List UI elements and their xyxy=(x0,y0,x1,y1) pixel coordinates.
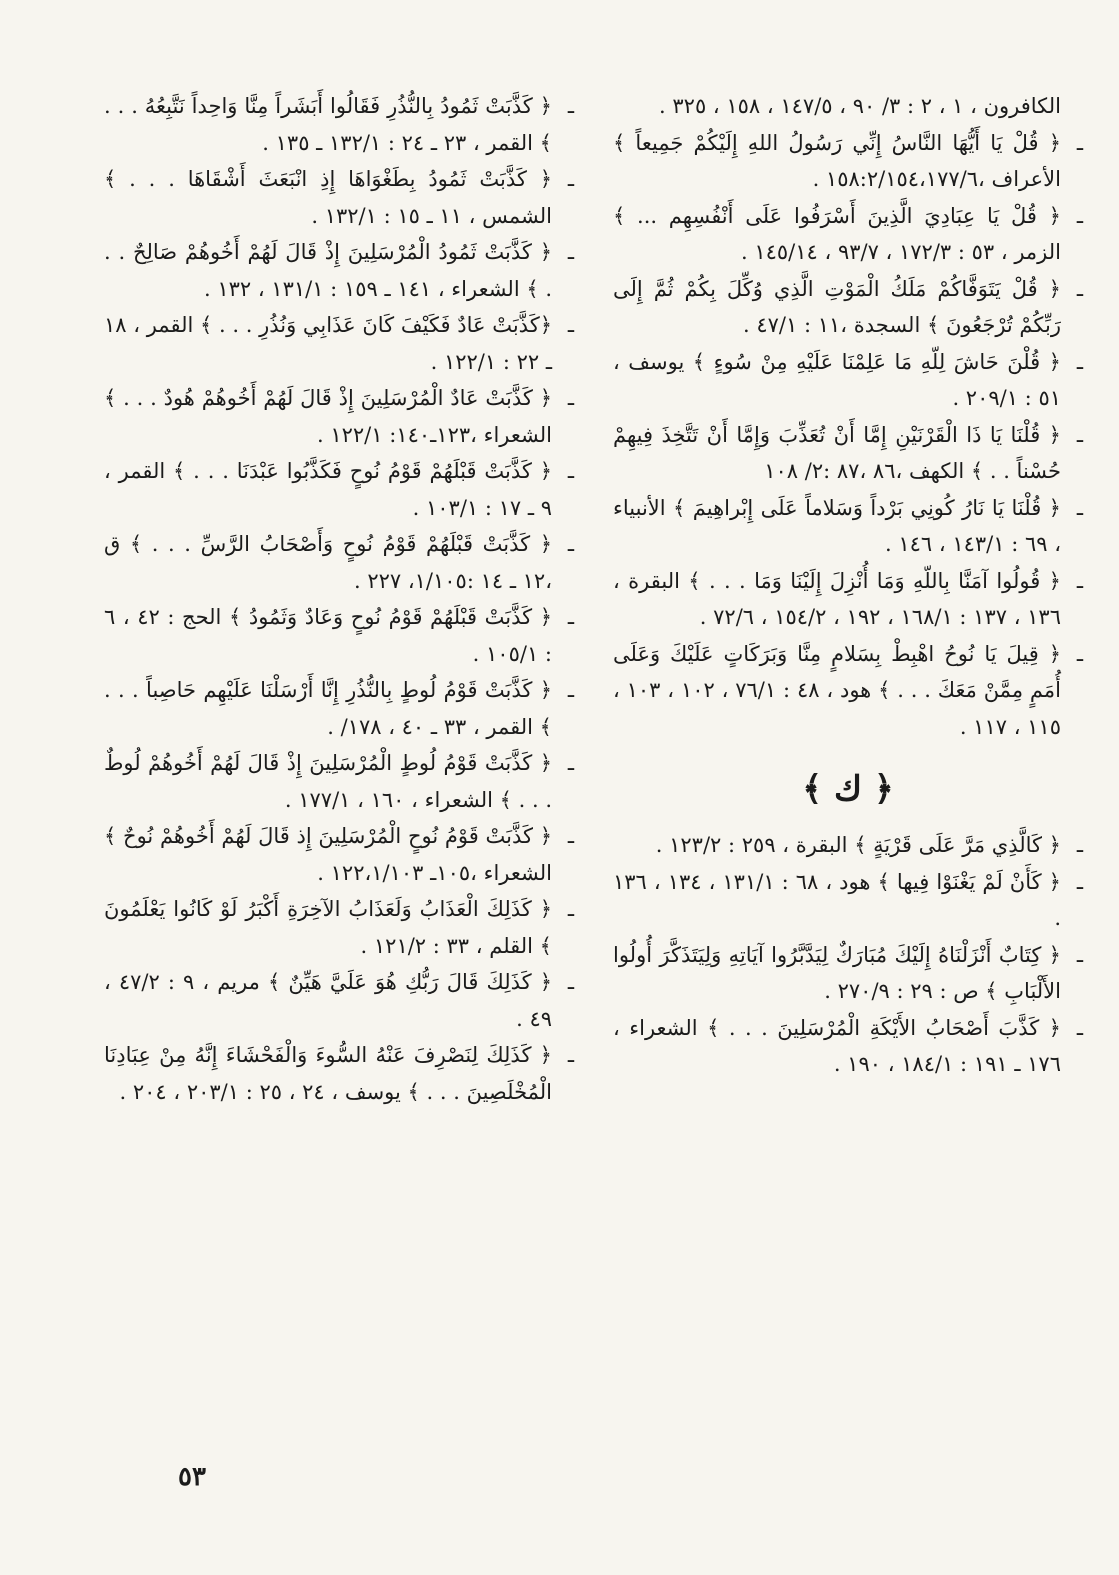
entry-dash: ـ xyxy=(567,970,574,994)
entry-dash: ـ xyxy=(1076,942,1083,967)
entry-dash: ـ xyxy=(1076,422,1083,447)
entry-dash: ـ xyxy=(567,605,574,629)
entry-text: ﴿ قُلْ يَا أَيُّهَا النَّاسُ إِنِّي رَسُولُ اللهِ إِلَيْكُمْ جَمِيعاً ﴾الأعراف ،١٥٨:٢/١٥٤،١٧٧/٦ . xyxy=(613,130,1061,191)
index-entry xyxy=(104,599,574,672)
index-entry xyxy=(104,88,574,161)
index-entry xyxy=(104,307,574,380)
index-entry xyxy=(104,161,574,234)
index-entry-continuation xyxy=(613,88,1083,125)
index-entry xyxy=(104,818,574,891)
entry-text: ﴿ كَذَّبَتْ عَادٌ الْمُرْسَلِينَ إِذْ قَالَ لَهُمْ أَخُوهُمْ هُودٌ . . . ﴾ الشعراء ،١٢٣ـ١٤٠: ١٢٢/١ . xyxy=(104,386,552,447)
entry-dash: ـ xyxy=(1076,641,1083,666)
entry-dash: ـ xyxy=(1076,568,1083,593)
index-entry xyxy=(104,745,574,818)
index-entry xyxy=(613,1010,1083,1083)
entry-text: ﴿ كَذَلِكَ لِنَصْرِفَ عَنْهُ السُّوءَ وَالْفَحْشَاءَ إِنَّهُ مِنْ عِبَادِنَا الْمُخْلَصِينَ . . . ﴾ يوسف ، ٢٤ ، ٢٥ : ٢٠٣/١ ، ٢٠٤ . xyxy=(104,1043,552,1104)
index-entry xyxy=(613,864,1083,937)
index-entry xyxy=(613,827,1083,864)
entry-dash: ـ xyxy=(1076,276,1083,301)
entry-dash: ـ xyxy=(567,94,574,118)
entry-dash: ـ xyxy=(567,751,574,775)
entry-dash: ـ xyxy=(567,386,574,410)
index-entry xyxy=(104,672,574,745)
entry-text: ﴿ كَالَّذِي مَرَّ عَلَى قَرْيَةٍ ﴾ البقرة ، ٢٥٩ : ١٢٣/٢ . xyxy=(655,833,1061,857)
index-entry xyxy=(104,234,574,307)
entry-text: ﴿ كِتَابٌ أَنْزَلْنَاهُ إِلَيْكَ مُبَارَكٌ لِيَدَّبَّرُوا آيَاتِهِ وَلِيَتَذَكَّرَ أُولُوا الأَلْبَابِ ﴾ ص : ٢٩ : ٢٧٠/٩ . xyxy=(613,942,1061,1003)
index-entry xyxy=(613,198,1083,271)
entry-text: ﴿ كَذَّبَتْ قَبْلَهُمْ قَوْمُ نُوحٍ وَعَادٌ وَثَمُودُ ﴾ الحج : ٤٢ ، ٦ : ١٠٥/١ . xyxy=(104,605,552,666)
index-entry xyxy=(613,125,1083,198)
entry-text: ﴿ كَأَنْ لَمْ يَغْنَوْا فِيها ﴾ هود ، ٦٨ : ١٣١/١ ، ١٣٤ ، ١٣٦ . xyxy=(613,869,1061,930)
entry-text: ﴿ كَذَّبَتْ ثَمُودُ بِطَغْوَاهَا إِذِ انْبَعَثَ أَشْقَاهَا . . . ﴾ الشمس ، ١١ ـ ١٥ : ١٣٢/١ . xyxy=(104,167,552,228)
index-entry xyxy=(104,380,574,453)
index-entry xyxy=(104,964,574,1037)
index-entry xyxy=(104,1037,574,1110)
entry-dash: ـ xyxy=(567,167,574,191)
entry-text: ﴿ كَذَّبَ أَصْحَابُ الأَيْكَةِ الْمُرْسَلِينَ . . . ﴾ الشعراء ، ١٧٦ ـ ١٩١ : ١٨٤/١ ، ١٩٠ . xyxy=(613,1015,1061,1076)
entry-text: ﴿ كَذَّبَتْ ثَمُودُ الْمُرْسَلِينَ إِذْ قَالَ لَهُمْ أَخُوهُمْ صَالِحٌ . . . ﴾ الشعراء ، ١٤١ ـ ١٥٩ : ١٣١/١ ، ١٣٢ . xyxy=(104,240,552,301)
entry-text: الكافرون ، ١ ، ٢ : ٣/ ٩٠ ، ١٤٧/٥ ، ١٥٨ ، ٣٢٥ . xyxy=(659,94,1061,118)
entry-dash: ـ xyxy=(567,824,574,848)
entry-text: ﴿ قُولُوا آمَنَّا بِاللّهِ وَمَا أُنْزِلَ إِلَيْنَا وَمَا . . . ﴾ البقرة ، ١٣٦ ، ١٣٧ : ١٦٨/١ ، ١٩٢ ، ١٥٤/٢ ، ٧٢/٦ . xyxy=(613,568,1061,629)
entry-text: ﴿ كَذَّبَتْ قَبْلَهُمْ قَوْمُ نُوحٍ فَكَذَّبُوا عَبْدَنَا . . . ﴾ القمر ، ٩ ـ ١٧ : ١٠٣/١ . xyxy=(104,459,552,520)
index-entry xyxy=(104,453,574,526)
index-entry xyxy=(613,937,1083,1010)
entry-dash: ـ xyxy=(567,240,574,264)
index-entry xyxy=(613,636,1083,746)
index-entry xyxy=(104,891,574,964)
entry-dash: ـ xyxy=(1076,1015,1083,1040)
index-entry xyxy=(613,417,1083,490)
entry-text: ﴿ قِيلَ يَا نُوحُ اهْبِطْ بِسَلامٍ مِنَّا وَبَرَكَاتٍ عَلَيْكَ وَعَلَى أُمَمٍ مِمَّنْ مَعَكَ . . . ﴾ هود ، ٤٨ : ٧٦/١ ، ١٠٢ ، ١٠٣ ، ١١٥ ، ١١٧ . xyxy=(613,641,1061,739)
entry-dash: ـ xyxy=(567,459,574,483)
entry-dash: ـ xyxy=(1076,130,1083,155)
entry-dash: ـ xyxy=(567,678,574,702)
entry-text: ﴿ قُلْ يَتَوَفَّاكُمْ مَلَكُ الْمَوْتِ الَّذِي وُكِّلَ بِكُمْ ثُمَّ إِلَى رَبِّكُمْ تُرْجَعُونَ ﴾ السجدة ،١١ : ٤٧/١ . xyxy=(613,276,1061,337)
entry-dash: ـ xyxy=(1076,833,1083,857)
entry-dash: ـ xyxy=(567,897,574,921)
right-column xyxy=(613,88,1083,1083)
entry-dash: ـ xyxy=(1076,869,1083,894)
entry-dash: ـ xyxy=(1076,203,1083,228)
index-entry xyxy=(613,344,1083,417)
entry-text: ﴿كَذَّبَتْ عَادٌ فَكَيْفَ كَانَ عَذَابِي وَنُذُرِ . . . ﴾ القمر ، ١٨ ـ ٢٢ : ١٢٢/١ . xyxy=(104,313,552,374)
entry-text: ﴿ كَذَّبَتْ قَوْمُ نُوحٍ الْمُرْسَلِينَ إِذ قَالَ لَهُمْ أَخُوهُمْ نُوحٌ ﴾الشعراء ،١٠٥ـ ١٢٢،١/١٠٣ . xyxy=(104,824,552,885)
entry-text: ﴿ قُلْنَا يَا ذَا الْقَرْنَيْنِ إِمَّا أَنْ تُعَذِّبَ وَإِمَّا أَنْ تَتَّخِذَ فِيهِمْ حُسْناً . . ﴾ الكهف ،٨٦ ،٨٧ :٢/ ١٠٨ xyxy=(613,422,1061,483)
index-entry xyxy=(613,563,1083,636)
index-entry xyxy=(613,271,1083,344)
entry-dash: ـ xyxy=(567,532,574,556)
page-number: ٥٣ xyxy=(178,1462,206,1492)
entry-text: ﴿ كَذَلِكَ الْعَذَابُ وَلَعَذَابُ الآخِرَةِ أَكْبَرُ لَوْ كَانُوا يَعْلَمُونَ ﴾ القلم ، ٣٣ : ١٢١/٢ . xyxy=(104,897,552,958)
entry-dash: ـ xyxy=(1076,349,1083,374)
index-entry xyxy=(613,490,1083,563)
entry-text: ﴿ قُلْنَ حَاشَ لِلّهِ مَا عَلِمْنَا عَلَيْهِ مِنْ سُوءٍ ﴾ يوسف ، ٥١ : ٢٠٩/١ . xyxy=(613,349,1061,410)
entry-text: ﴿ كَذَّبَتْ قَبْلَهُمْ قَوْمُ نُوحٍ وَأَصْحَابُ الرَّسِّ . . . ﴾ ق ،١٢ ـ ١٤ :١/١٠٥، ٢٢٧ . xyxy=(104,532,552,593)
entry-text: ﴿ قُلْنَا يَا نَارُ كُونِي بَرْداً وَسَلاماً عَلَى إِبْراهِيمَ ﴾ الأنبياء ، ٦٩ : ١٤٣/١ ، ١٤٦ . xyxy=(613,495,1061,556)
entry-text: ﴿ كَذَّبَتْ قَوْمُ لُوطٍ الْمُرْسَلِينَ إِذْ قَالَ لَهُمْ أَخُوهُمْ لُوطٌ . . . ﴾ الشعراء ، ١٦٠ ، ١٧٧/١ . xyxy=(104,751,552,812)
letter-section-heading: ﴿ ك ﴾ xyxy=(802,769,894,809)
index-entry xyxy=(104,526,574,599)
left-column xyxy=(104,88,574,1110)
entry-text: ﴿ كَذَّبَتْ قَوْمُ لُوطٍ بِالنُّذُرِ إِنَّا أَرْسَلْنَا عَلَيْهِم حَاصِباً . . . ﴾ القمر ، ٣٣ ـ ٤٠ ، ١٧٨/ . xyxy=(104,678,552,739)
entry-dash: ـ xyxy=(1076,495,1083,520)
entry-text: ﴿ كَذَّبَتْ ثَمُودُ بِالنُّذُرِ فَقَالُوا أَبَشَراً مِنَّا وَاحِداً نَتَّبِعُهُ . . . ﴾ القمر ، ٢٣ ـ ٢٤ : ١٣٢/١ ـ ١٣٥ . xyxy=(104,94,552,155)
entry-dash: ـ xyxy=(567,1043,574,1067)
entry-dash: ـ xyxy=(567,313,574,337)
entry-text: ﴿ قُلْ يَا عِبَادِيَ الَّذِينَ أَسْرَفُوا عَلَى أَنْفُسِهِم ... ﴾ الزمر ، ٥٣ : ١٧٢/٣ ، ٩٣/٧ ، ١٤٥/١٤ . xyxy=(613,203,1061,264)
entry-text: ﴿ كَذَلِكَ قَالَ رَبُّكِ هُوَ عَلَيَّ هَيِّنٌ ﴾ مريم ، ٩ : ٤٧/٢ ، ٤٩ . xyxy=(104,970,553,1031)
